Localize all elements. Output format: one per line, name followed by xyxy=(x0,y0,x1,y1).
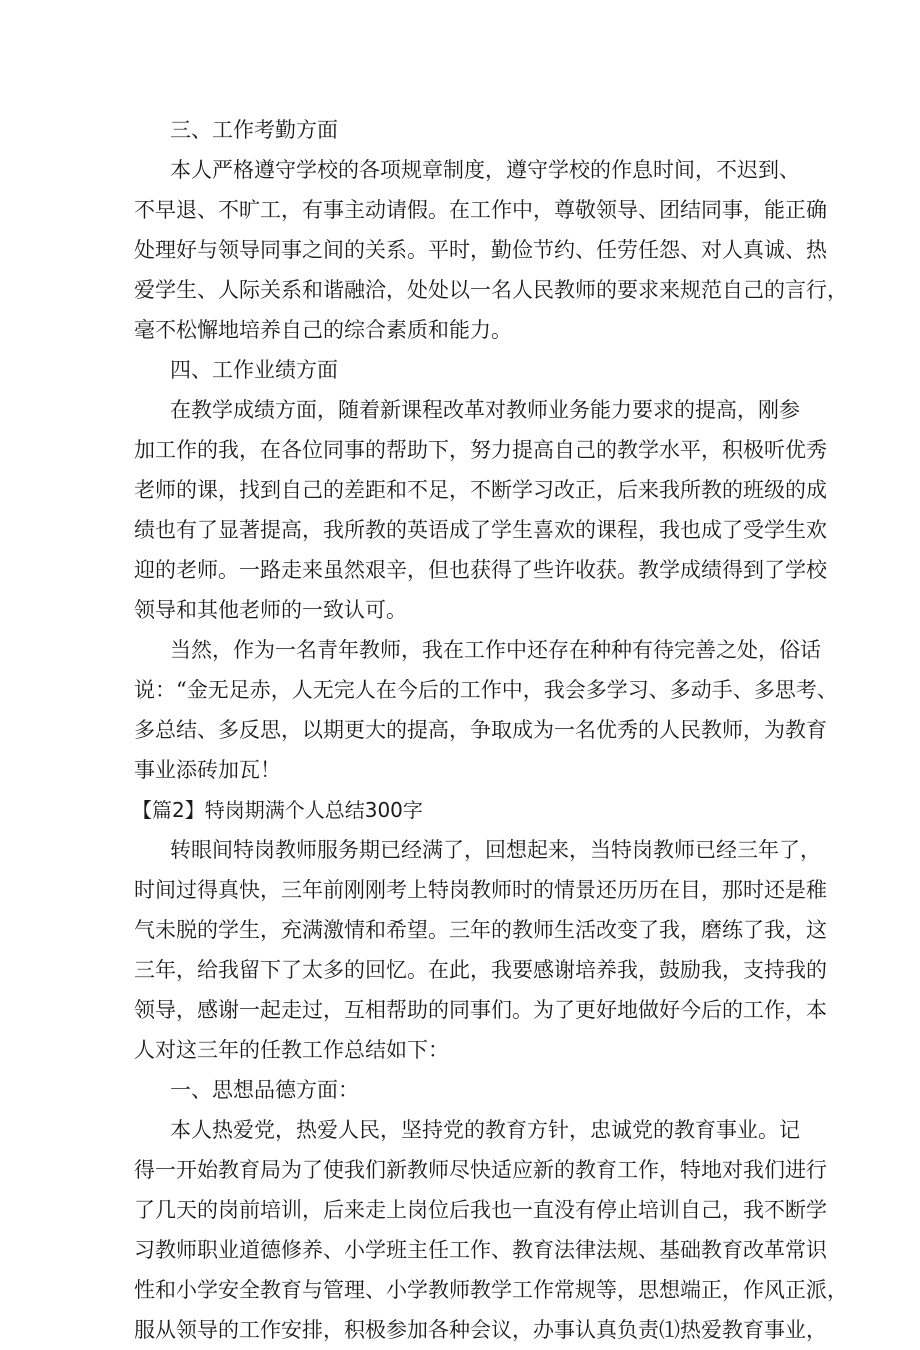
paragraph-line: 本人严格遵守学校的各项规章制度，遵守学校的作息时间，不迟到、 xyxy=(170,158,800,182)
paragraph-line: 领导，感谢一起走过，互相帮助的同事们。为了更好地做好今后的工作，本 xyxy=(134,998,827,1022)
paragraph-line: 老师的课，找到自己的差距和不足，不断学习改正，后来我所教的班级的成 xyxy=(134,478,827,502)
paragraph-line: 性和小学安全教育与管理、小学教师教学工作常规等，思想端正，作风正派， xyxy=(134,1278,848,1302)
paragraph-line: 事业添砖加瓦！ xyxy=(134,758,281,782)
paragraph-line: 在教学成绩方面，随着新课程改革对教师业务能力要求的提高，刚参 xyxy=(170,398,800,422)
paragraph-line: 毫不松懈地培养自己的综合素质和能力。 xyxy=(134,318,512,342)
paragraph-line: 不早退、不旷工，有事主动请假。在工作中，尊敬领导、团结同事，能正确 xyxy=(134,198,827,222)
paragraph-line: 说：“金无足赤，人无完人在今后的工作中，我会多学习、多动手、多思考、 xyxy=(134,678,838,702)
section-heading-performance: 四、工作业绩方面 xyxy=(170,358,338,382)
section-heading-ethics: 一、思想品德方面： xyxy=(170,1078,359,1102)
article-title: 【篇2】特岗期满个人总结300字 xyxy=(132,798,423,822)
paragraph-line: 处理好与领导同事之间的关系。平时，勤俭节约、任劳任怨、对人真诚、热 xyxy=(134,238,827,262)
paragraph-line: 多总结、多反思，以期更大的提高，争取成为一名优秀的人民教师，为教育 xyxy=(134,718,827,742)
section-heading-attendance: 三、工作考勤方面 xyxy=(170,118,338,142)
paragraph-line: 时间过得真快，三年前刚刚考上特岗教师时的情景还历历在目，那时还是稚 xyxy=(134,878,827,902)
paragraph-line: 迎的老师。一路走来虽然艰辛，但也获得了些许收获。教学成绩得到了学校 xyxy=(134,558,827,582)
paragraph-line: 加工作的我，在各位同事的帮助下，努力提高自己的教学水平，积极听优秀 xyxy=(134,438,827,462)
paragraph-line: 得一开始教育局为了使我们新教师尽快适应新的教育工作，特地对我们进行 xyxy=(134,1158,827,1182)
paragraph-line: 爱学生、人际关系和谐融洽，处处以一名人民教师的要求来规范自己的言行， xyxy=(134,278,848,302)
paragraph-line: 领导和其他老师的一致认可。 xyxy=(134,598,407,622)
paragraph-line: 了几天的岗前培训，后来走上岗位后我也一直没有停止培训自己，我不断学 xyxy=(134,1198,827,1222)
paragraph-line: 绩也有了显著提高，我所教的英语成了学生喜欢的课程，我也成了受学生欢 xyxy=(134,518,827,542)
paragraph-line: 气未脱的学生，充满激情和希望。三年的教师生活改变了我，磨练了我，这 xyxy=(134,918,827,942)
paragraph-line: 习教师职业道德修养、小学班主任工作、教育法律法规、基础教育改革常识 xyxy=(134,1238,827,1262)
paragraph-line: 本人热爱党，热爱人民，坚持党的教育方针，忠诚党的教育事业。记 xyxy=(170,1118,800,1142)
paragraph-line: 服从领导的工作安排，积极参加各种会议，办事认真负责⑴热爱教育事业， xyxy=(134,1318,827,1342)
paragraph-line: 转眼间特岗教师服务期已经满了，回想起来，当特岗教师已经三年了， xyxy=(170,838,821,862)
document-page xyxy=(132,110,848,1342)
paragraph-line: 三年，给我留下了太多的回忆。在此，我要感谢培养我，鼓励我，支持我的 xyxy=(134,958,827,982)
paragraph-line: 人对这三年的任教工作总结如下： xyxy=(134,1038,449,1062)
paragraph-line: 当然，作为一名青年教师，我在工作中还存在种种有待完善之处，俗话 xyxy=(170,638,821,662)
